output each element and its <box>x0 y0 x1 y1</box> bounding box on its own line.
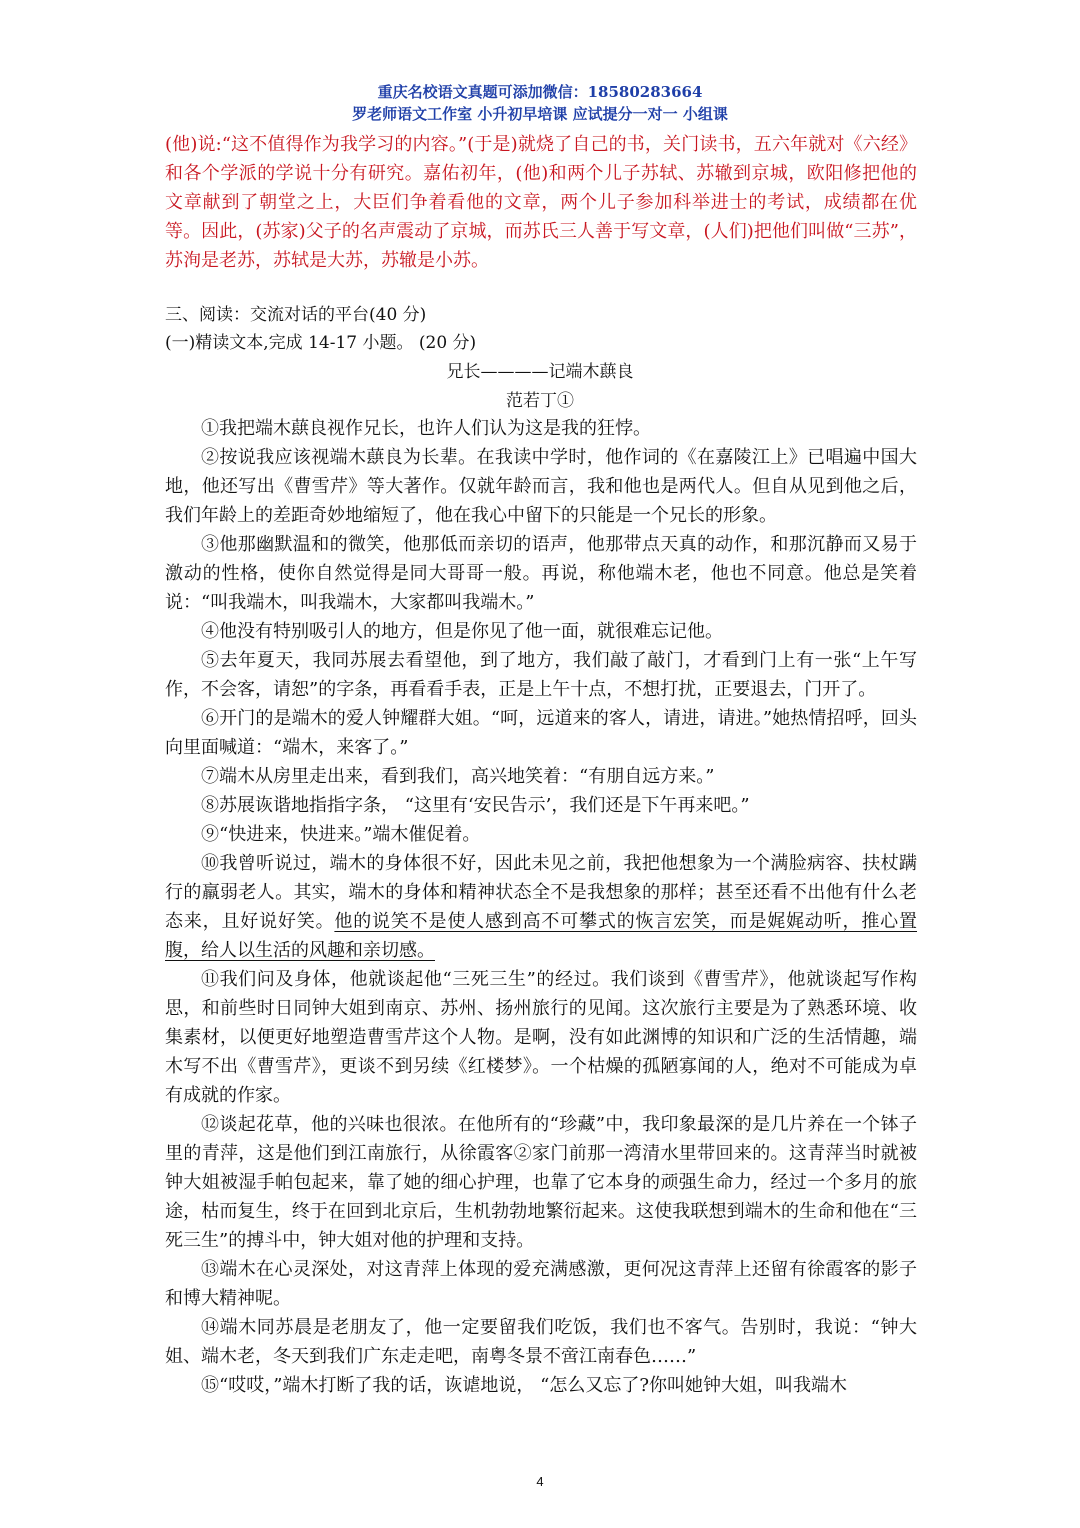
paragraph-10 <box>165 849 917 965</box>
translation-block <box>165 130 917 275</box>
paragraph-13: ⑬端木在心灵深处，对这青萍上体现的爱充满感激，更何况这青萍上还留有徐霞客的影子和博大精神呢。 <box>165 1259 917 1309</box>
paragraph-2: ②按说我应该视端木蕻良为长辈。在我读中学时，他作词的《在嘉陵江上》已唱遍中国大地，他还写出《曹雪芹》等大著作。仅就年龄而言，我和他也是两代人。但自从见到他之后，我们年龄上的差距奇妙地缩短了，他在我心中留下的只能是一个兄长的形象。 <box>165 447 917 526</box>
paragraph-15: ⑮“哎哎，”端木打断了我的话，诙谑地说， “怎么又忘了?你叫她钟大姐，叫我端木 <box>201 1375 847 1396</box>
article-body <box>165 414 917 1400</box>
header-contact-line: 重庆名校语文真题可添加微信：18580283664 <box>377 83 703 101</box>
paragraph-14: ⑭端木同苏晨是老朋友了，他一定要留我们吃饭，我们也不客气。告别时，我说：“钟大姐、端木老，冬天到我们广东走走吧，南粤冬景不啻江南春色……” <box>165 1317 917 1367</box>
paragraph-12: ⑫谈起花草，他的兴味也很浓。在他所有的“珍藏”中，我印象最深的是几片养在一个钵子里的青萍，这是他们到江南旅行，从徐霞客②家门前那一湾清水里带回来的。这青萍当时就被钟大姐被湿手帕包起来，靠了她的细心护理，也靠了它本身的顽强生命力，经过一个多月的旅途，枯而复生，终于在回到北京后，生机勃勃地繁衍起来。这使我联想到端木的生命和他在“三死三生”的搏斗中，钟大姐对他的护理和支持。 <box>165 1114 917 1251</box>
paragraph-3: ③他那幽默温和的微笑，他那低而亲切的语声，他那带点天真的动作，和那沉静而又易于激动的性格，使你自然觉得是同大哥哥一般。再说，称他端木老，他也不同意。他总是笑着说：“叫我端木，叫我端木，大家都叫我端木。” <box>165 534 917 613</box>
paragraph-10-text: ⑩我曾听说过，端木的身体很不好，因此未见之前，我把他想象为一个满脸病容、扶杖蹒行的羸弱老人。其实，端木的身体和精神状态全不是我想象的那样；甚至还看不出他有什么老态来，且好说好笑。 <box>165 853 917 932</box>
translation-text: (他)说:“这不值得作为我学习的内容。”(于是)就烧了自己的书，关门读书，五六年就对《六经》和各个学派的学说十分有研究。嘉佑初年，(他)和两个儿子苏轼、苏辙到京城，欧阳修把他的文章献到了朝堂之上，大臣们争着看他的文章，两个儿子参加科举进士的考试，成绩都在优等。因此，(苏家)父子的名声震动了京城，而苏氏三人善于写文章，(人们)把他们叫做“三苏”，苏洵是老苏，苏轼是大苏，苏辙是小苏。 <box>165 134 917 271</box>
page-number: 4 <box>536 1474 544 1489</box>
paragraph-6: ⑥开门的是端木的爱人钟耀群大姐。“呵，远道来的客人，请进，请进。”她热情招呼，回头向里面喊道：“端木，来客了。” <box>165 708 917 758</box>
paragraph-7: ⑦端木从房里走出来，看到我们，高兴地笑着：“有朋自远方来。” <box>201 766 715 787</box>
paragraph-5: ⑤去年夏天，我同苏展去看望他，到了地方，我们敲了敲门，才看到门上有一张“上午写作，不会客，请恕”的字条，再看看手表，正是上午十点，不想打扰，正要退去，门开了。 <box>165 650 917 700</box>
paragraph-9: ⑨“快进来，快进来。”端木催促着。 <box>201 824 481 845</box>
section-title: 三、阅读：交流对话的平台(40 分) <box>165 305 427 325</box>
paragraph-1: ①我把端木蕻良视作兄长，也许人们认为这是我的狂悖。 <box>201 418 651 439</box>
paragraph-8: ⑧苏展诙谐地指指字条， “这里有‘安民告示’，我们还是下午再来吧。” <box>201 795 750 816</box>
paragraph-11: ⑪我们问及身体，他就谈起他“三死三生”的经过。我们谈到《曹雪芹》，他就谈起写作构思，和前些时日同钟大姐到南京、苏州、扬州旅行的见闻。这次旅行主要是为了熟悉环境、收集素材，以便更好地塑造曹雪芹这个人物。是啊，没有如此渊博的知识和广泛的生活情趣，端木写不出《曹雪芹》，更谈不到另续《红楼梦》。一个枯燥的孤陋寡闻的人，绝对不可能成为卓有成就的作家。 <box>165 969 917 1106</box>
article-title: 兄长————记端木蕻良 <box>446 362 634 382</box>
sub-title: (一)精读文本,完成 14-17 小题。 (20 分) <box>165 333 477 353</box>
paragraph-4: ④他没有特别吸引人的地方，但是你见了他一面，就很难忘记他。 <box>201 621 723 642</box>
underlined-sentence: 他的说笑不是使人感到高不可攀式的恢言宏笑，而是娓娓动听，推心置腹，给人以生活的风趣和亲切感。 <box>165 911 918 961</box>
header-course-line: 罗老师语文工作室 小升初早培课 应试提分一对一 小组课 <box>352 105 728 123</box>
article-author: 范若丁① <box>506 391 574 411</box>
